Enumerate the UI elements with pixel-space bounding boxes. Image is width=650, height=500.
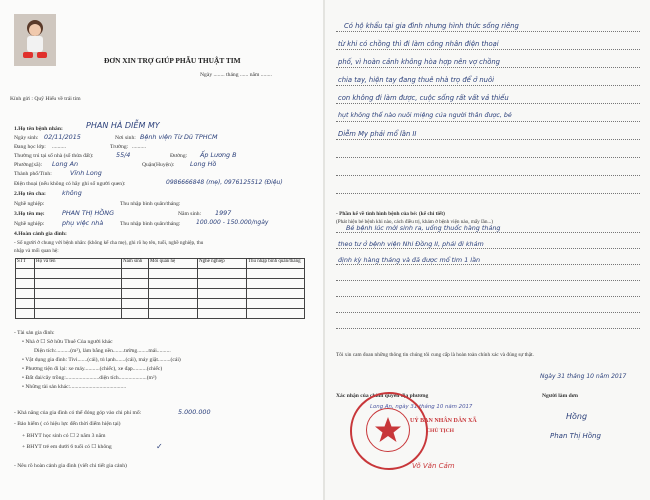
mother-income-value: 100.000 - 150.000/ngày [196, 219, 269, 226]
signed-date: Ngày 31 tháng 10 năm 2017 [540, 373, 627, 380]
mother-job-label: Nghề nghiệp: [14, 221, 45, 227]
narrative-line: Diễm My phải mổ lần II [338, 130, 417, 138]
contribution-value: 5.000.000 [178, 408, 211, 416]
family-situation-note: - Nêu rõ hoàn cảnh gia đình (viết chi tiết gia cảnh) [14, 463, 127, 469]
table-row [16, 299, 305, 309]
disease-line: định kỳ hàng tháng và đã được mổ tim 1 lần [338, 256, 481, 264]
stamp-signer: Võ Văn Cảm [412, 462, 455, 470]
form-date-line: Ngày ........ tháng ...... năm ........ [200, 72, 272, 78]
address-label: Thường trú tại số nhà (số thửa đất): [14, 153, 94, 159]
applicant-name: Phan Thị Hồng [550, 432, 601, 440]
recipient: Kính gửi : Quỹ Hiếu về trái tim [10, 96, 81, 102]
commitment-text: Tôi xin cam đoan những thông tin chúng tôi cung cấp là hoàn toàn chính xác và đúng sự thật. [336, 352, 534, 358]
applicant-signature: Hồng [566, 412, 588, 421]
city-label: Thành phố/Tỉnh: [14, 171, 52, 177]
asset-other: • Những tài sản khác:........................................ [22, 384, 127, 390]
ruled-line [336, 193, 640, 194]
narrative-line: chia tay, hiện tay đang thuê nhà trọ để ở nuôi [338, 76, 495, 84]
pob-label: Nơi sinh: [115, 135, 136, 141]
dob-label: Ngày sinh: [14, 135, 39, 141]
insurance-label: - Bảo hiểm ( có hiệu lực đến thời điểm hiện tại) [14, 421, 121, 427]
table-row [16, 289, 305, 299]
phone-label: Điện thoại (nếu không có hãy ghi số người quen): [14, 181, 126, 187]
form-title: ĐƠN XIN TRỢ GIÚP PHẪU THUẬT TIM [104, 56, 241, 65]
asset-items: • Vật dụng gia đình: Tivi.......(cái), tủ lạnh.......(cái), máy giặt.........(cái) [22, 357, 181, 363]
ruled-line [336, 264, 640, 265]
household-table-header [16, 259, 305, 269]
dob-value: 02/11/2015 [44, 133, 81, 141]
mother-income-label: Thu nhập bình quân/tháng: [120, 221, 181, 227]
family-note-2: nhập và mối quan hệ: [14, 248, 59, 254]
ruled-line [336, 280, 640, 281]
stamp-org: UỶ BAN NHÂN DÂN XÃ [410, 418, 477, 424]
asset-area: Diện tích:..........(m²), làm bằng nền........tường........mái.......... [34, 348, 171, 354]
ruled-line [336, 31, 640, 32]
narrative-line: phố, vì hoàn cảnh không hòa hợp nên vợ chồng [338, 58, 500, 66]
ruled-line [336, 85, 640, 86]
trung-label: Trường: [110, 144, 129, 150]
ruled-line [336, 328, 640, 329]
district-label: Quận(Huyện): [142, 162, 175, 168]
red-seal-stamp [350, 392, 428, 470]
col-income: Thu nhập bình quân/tháng [247, 259, 305, 269]
ruled-line [336, 139, 640, 140]
insurance-row-child: + BHYT trẻ em dưới 6 tuổi có ☐ không [22, 444, 112, 450]
applicant-label: Người làm đơn [542, 393, 578, 399]
family-note-1: - Số người ở chung với bệnh nhân: (không kể cha mẹ), ghi rõ họ tên, tuổi, nghề nghiệp, thu [14, 240, 204, 246]
asset-land: • Đất đai/cây trồng:........................diện tích....................(m²) [22, 375, 157, 381]
ruled-line [336, 232, 640, 233]
street-label: Đường: [170, 153, 188, 159]
ruled-line [336, 67, 640, 68]
patient-name-label: 1.Họ tên bệnh nhân: [14, 126, 63, 132]
father-income-label: Thu nhập bình quân/tháng: [120, 201, 181, 207]
father-job-label: Nghề nghiệp: [14, 201, 45, 207]
ward-value: Long An [52, 160, 79, 168]
ruled-line [336, 248, 640, 249]
father-value: không [62, 189, 82, 197]
narrative-line: từ khi có chồng thì đi làm công nhân điện thoại [338, 40, 499, 48]
ruled-line [336, 175, 640, 176]
disease-line: theo tư ở bệnh viện Nhi Đồng II, phải đi khám [338, 240, 484, 248]
trung-value: .......... [132, 144, 146, 150]
narrative-line: con không đi làm được, cuộc sống rất vất vả thiếu [338, 94, 509, 102]
address-value: 55/4 [116, 151, 131, 159]
table-row [16, 269, 305, 279]
pob-value: Bệnh viện Từ Dũ TPHCM [140, 133, 218, 141]
table-row [16, 309, 305, 319]
col-name: Họ và tên [35, 259, 122, 269]
ruled-line [336, 121, 640, 122]
school-value: .......... [52, 144, 66, 150]
star-icon [367, 409, 409, 451]
gov-confirm-label: Xác nhận của chính quyền địa phương [336, 393, 429, 399]
ruled-line [336, 49, 640, 50]
contribution-label: - Khả năng của gia đình có thể đóng góp vào chi phí mổ: [14, 410, 142, 416]
ruled-line [336, 157, 640, 158]
insurance-row-student: + BHYT học sinh có ☐ 2 năm 3 năm [22, 433, 106, 439]
patient-photo [14, 14, 56, 66]
ward-label: Phường(xã): [14, 162, 43, 168]
col-year: Năm sinh [122, 259, 149, 269]
insurance-check-icon: ✓ [156, 442, 163, 451]
mother-year-label: Năm sinh: [178, 211, 202, 217]
assets-title: - Tài sản gia đình: [14, 330, 55, 336]
street-value: Ấp Lương B [200, 151, 237, 159]
ruled-line [336, 296, 640, 297]
narrative-line: hụt không thể nào nuôi miệng của người thân được, bé [338, 112, 512, 119]
seal-inner-ring [366, 408, 410, 452]
disease-section-sub: (Phát hiện bé bệnh khi nào, cách điều trị, khám ở bệnh viện nào, mấy lần...) [336, 219, 494, 225]
family-label: 4.Hoàn cảnh gia đình: [14, 231, 67, 237]
patient-name-value: PHAN HÀ DIỄM MY [86, 121, 160, 130]
disease-line: Bé bệnh lúc mới sinh ra, uống thuốc hàng tháng [346, 224, 501, 232]
table-row [16, 279, 305, 289]
ruled-line [336, 312, 640, 313]
household-table [15, 258, 305, 319]
asset-house: • Nhà ở ☐ Sở hữu Thuê Của người khác [22, 339, 113, 345]
mother-year: 1997 [215, 209, 232, 217]
district-value: Long Hồ [190, 160, 217, 168]
col-relation: Mối quan hệ [149, 259, 198, 269]
ruled-line [336, 103, 640, 104]
father-label: 2.Họ tên cha: [14, 191, 46, 197]
stamp-role: CHỦ TỊCH [426, 428, 455, 434]
narrative-line: Có hộ khẩu tại gia đình nhưng hình thức sống riêng [344, 22, 519, 30]
col-job: Nghề nghiệp [198, 259, 247, 269]
school-label: Đang học lớp: [14, 144, 46, 150]
disease-section-label: - Phần kể về tình hình bệnh của bé: (kể chi tiết) [336, 211, 445, 217]
mother-label: 3.Họ tên mẹ: [14, 211, 45, 217]
gov-note: Long An, ngày 31 tháng 10 năm 2017 [370, 404, 473, 410]
city-value: Vĩnh Long [70, 169, 102, 177]
mother-name: PHAN THỊ HỒNG [62, 209, 115, 217]
mother-job-value: phụ việc nhà [62, 219, 104, 227]
asset-vehicle: • Phương tiện đi lại: xe máy...........(chiếc), xe đạp..........(chiếc) [22, 366, 163, 372]
phone-value: 0986666848 (mẹ), 0976125512 (Điệu) [166, 179, 283, 186]
col-stt: STT [16, 259, 35, 269]
